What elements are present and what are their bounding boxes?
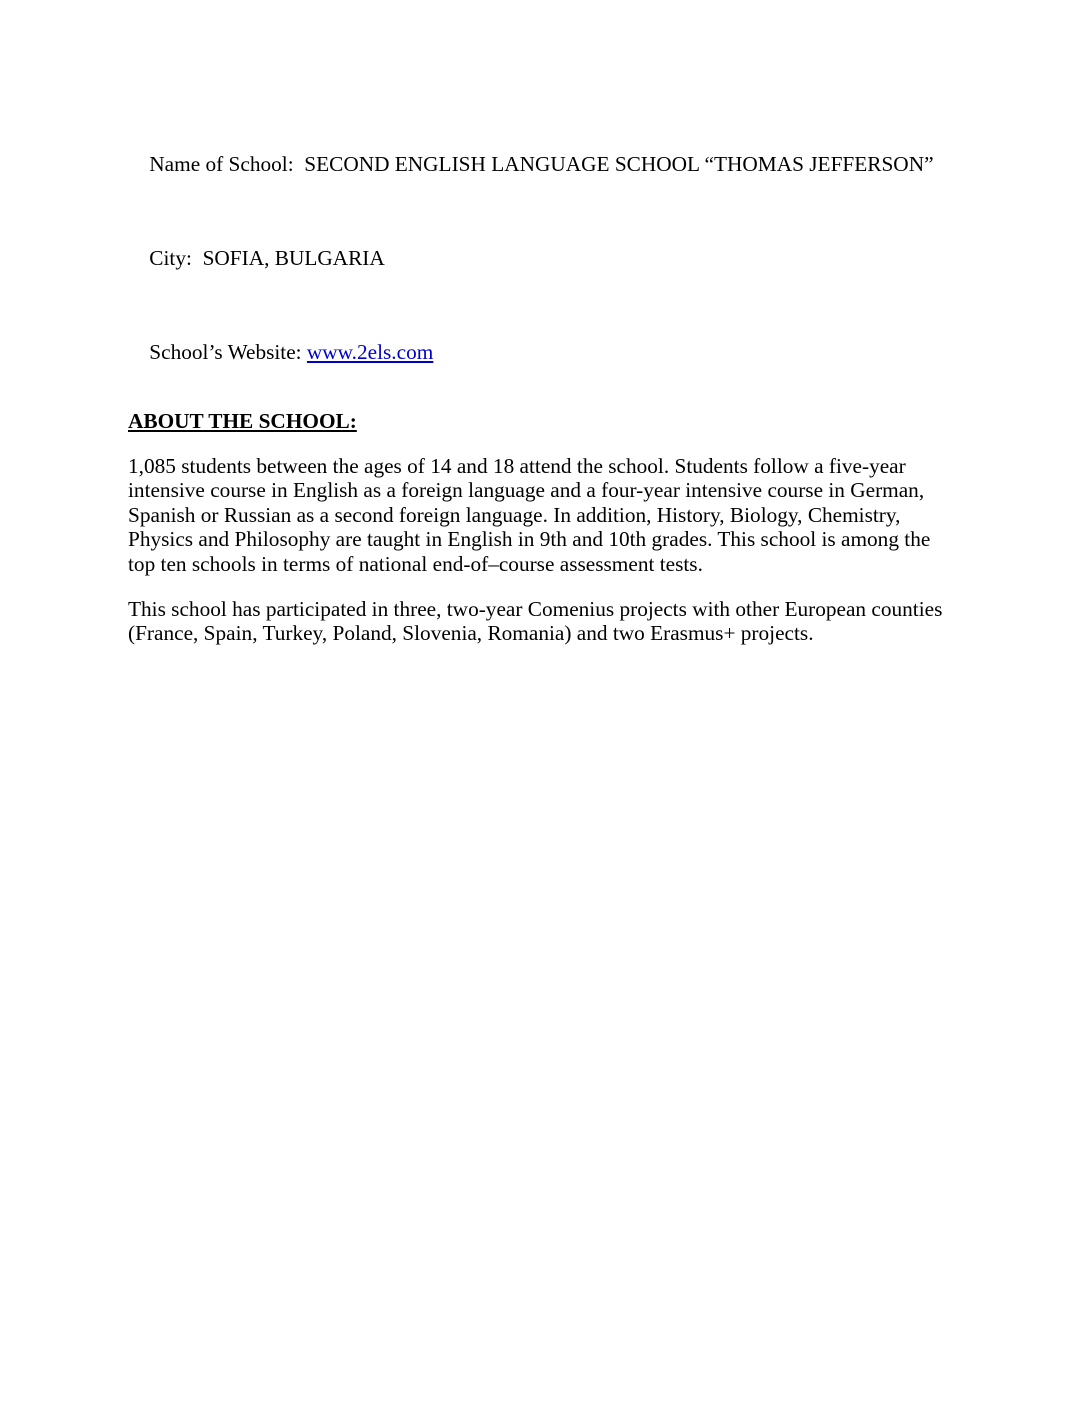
section-heading-about-school: ABOUT THE SCHOOL: [128, 409, 357, 434]
school-name-label: Name of School: [149, 152, 305, 177]
field-line-website [128, 315, 962, 388]
paragraph-school-description: 1,085 students between the ages of 14 and 18 attend the school. Students follow a five-year intensive course in English as a foreign language and a four-year intensive course in German, Spanish or Russian as a second foreign language. In addition, History, Biology, Chemistry, Physics and Philosophy are taught in English in 9th and 10th grades. This school is among the top ten schools in terms of national end-of–course assessment tests. [128, 454, 936, 576]
school-website-link[interactable]: www.2els.com [306, 339, 434, 364]
field-line-school-name [128, 128, 962, 201]
paragraph-projects: This school has participated in three, two-year Comenius projects with other European counties (France, Spain, Turkey, Poland, Slovenia, Romania) and two Erasmus+ projects. [128, 596, 948, 645]
city-label: City: [149, 246, 203, 271]
website-label: School’s Website: [149, 339, 307, 364]
school-name-value: SECOND ENGLISH LANGUAGE SCHOOL “THOMAS JEFFERSON” [304, 152, 934, 177]
field-line-city [128, 222, 962, 295]
city-value: SOFIA, BULGARIA [202, 246, 385, 271]
